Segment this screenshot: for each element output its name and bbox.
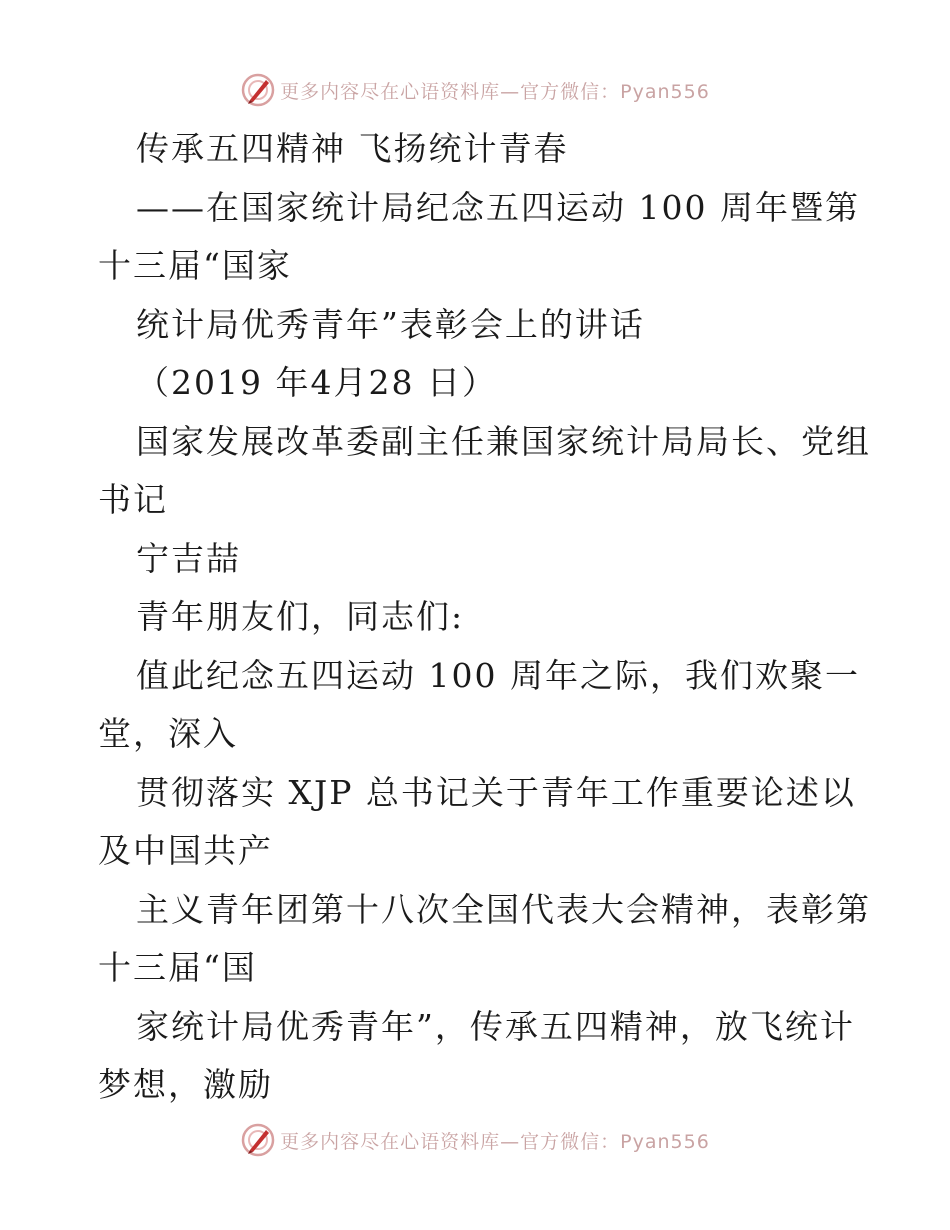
- watermark-banner-top: [0, 70, 950, 110]
- text-line: 及中国共产: [98, 831, 273, 870]
- text-line: ——在国家统计局纪念五四运动 100 周年暨第: [136, 187, 860, 227]
- watermark-text: 更多内容尽在心语资料库—官方微信：Pyan556: [280, 80, 710, 103]
- text-line: （2019 年4月28 日）: [136, 363, 497, 402]
- text-line: 宁吉喆: [136, 538, 241, 578]
- text-line: 值此纪念五四运动 100 周年之际，我们欢聚一: [136, 655, 860, 695]
- document-body: [98, 120, 871, 1115]
- text-line: 青年朋友们，同志们:: [136, 597, 465, 636]
- watermark-text: 更多内容尽在心语资料库—官方微信：Pyan556: [280, 1130, 710, 1153]
- text-line: 国家发展改革委副主任兼国家统计局局长、党组: [136, 421, 871, 461]
- text-line: 十三届“国家: [98, 246, 292, 285]
- text-line: 梦想，激励: [98, 1065, 273, 1104]
- pen-logo-icon: [240, 72, 276, 108]
- text-line: 贯彻落实 XJP 总书记关于青年工作重要论述以: [136, 772, 856, 812]
- pen-logo-icon: [240, 1122, 276, 1158]
- text-line: 传承五四精神 飞扬统计青春: [136, 129, 569, 168]
- text-line: 家统计局优秀青年”，传承五四精神，放飞统计: [136, 1006, 855, 1046]
- watermark-banner-bottom: [0, 1120, 950, 1160]
- text-line: 书记: [98, 480, 168, 519]
- text-line: 十三届“国: [98, 948, 257, 987]
- text-line: 主义青年团第十八次全国代表大会精神，表彰第: [136, 889, 871, 929]
- text-line: 统计局优秀青年”表彰会上的讲话: [136, 304, 645, 344]
- text-line: 堂，深入: [98, 714, 238, 753]
